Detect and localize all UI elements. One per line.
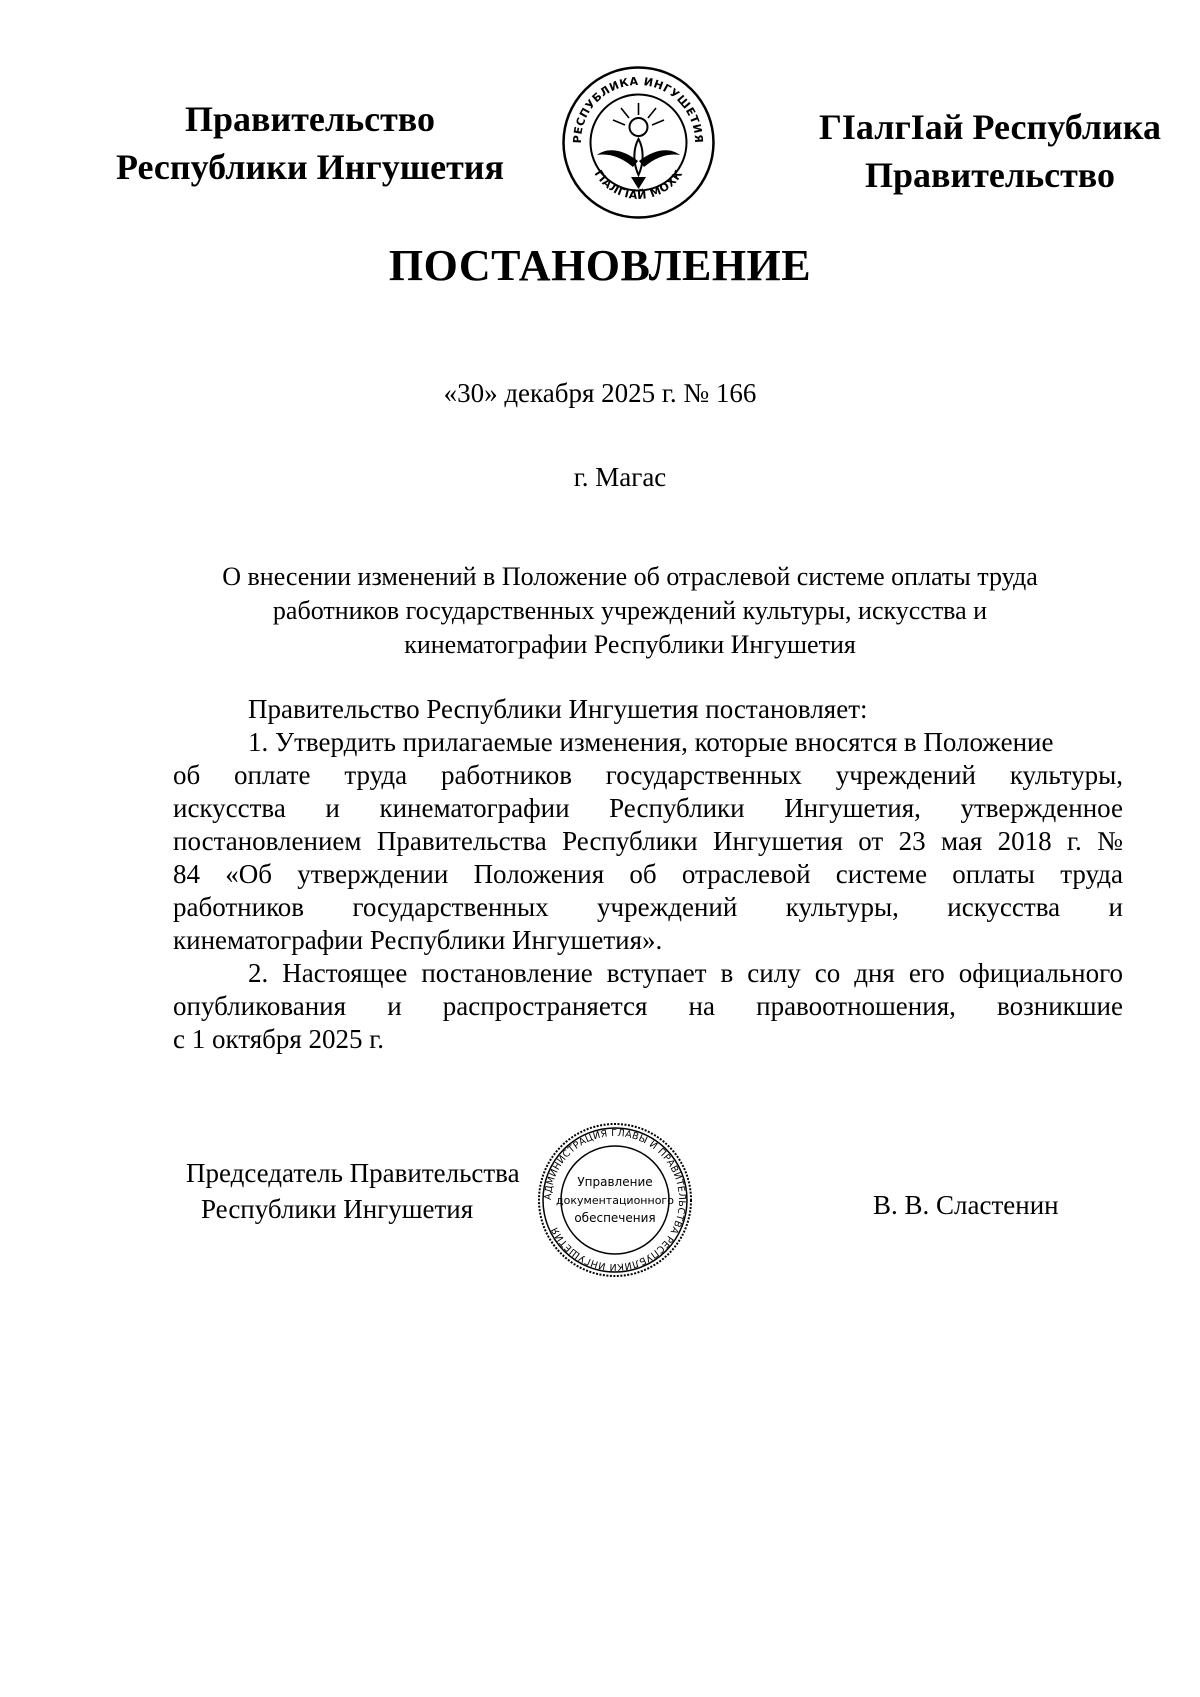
paragraph-2-line: с 1 октября 2025 г. (173, 1024, 385, 1054)
body-word: «Об (225, 859, 272, 889)
header-right-line1: ГӀалгӀай Республика (819, 107, 1161, 147)
round-stamp-icon (535, 1120, 695, 1280)
body-word: Ингушетия, (784, 793, 921, 823)
header-ingush (780, 103, 1200, 199)
body-word: 2018 (997, 826, 1052, 856)
header-left-line1: Правительство (185, 99, 435, 139)
body-word: мая (940, 826, 983, 856)
body-word: учреждений (597, 892, 738, 922)
subject-line: кинематографии Республики Ингушетия (404, 630, 856, 659)
body-word: государственных (352, 892, 549, 922)
header-right-line2: Правительство (865, 155, 1115, 195)
body-word: 84 (173, 859, 200, 889)
signatory-title-line2: Республики Ингушетия (201, 1194, 474, 1224)
body-word: официального (958, 958, 1123, 988)
body-word: культуры, (1009, 760, 1123, 790)
body-word: 2. (248, 958, 269, 988)
paragraph-1-line (173, 825, 1123, 858)
paragraph-1-line: 1. Утвердить прилагаемые изменения, которые вносятся в Положение (248, 727, 1054, 757)
subject-line: О внесении изменений в Положение об отраслевой системе оплаты труда (222, 562, 1038, 591)
body-word: искусства (173, 793, 286, 823)
header-russian (95, 95, 525, 191)
body-word: от (858, 826, 884, 856)
emblem-ring-top-text: РЕСПУБЛИКА ИНГУШЕТИЯ (570, 74, 706, 144)
header-left-line2: Республики Ингушетия (115, 147, 505, 187)
body-word: об (629, 859, 657, 889)
date-number-text: «30» декабря 2025 г. № 166 (443, 378, 757, 408)
body-word: вступает (606, 958, 707, 988)
body-word: утвержденное (960, 793, 1123, 823)
body-word: труда (344, 760, 408, 790)
document-body (173, 693, 1123, 1056)
signatory-name: В. В. Сластенин (873, 1190, 1059, 1220)
paragraph-1-line (173, 759, 1123, 792)
body-word: утверждении (297, 859, 449, 889)
body-word: дня (854, 958, 895, 988)
body-word: оплате (234, 760, 311, 790)
paragraph-1-line (173, 792, 1123, 825)
body-word: со (814, 958, 841, 988)
stamp-ring-text: АДМИНИСТРАЦИЯ ГЛАВЫ И ПРАВИТЕЛЬСТВА РЕСПУБЛИКИ ИНГУШЕТИЯ (542, 1127, 688, 1273)
body-word: г. (1066, 826, 1082, 856)
body-word: работников (440, 760, 572, 790)
body-word: искусства (947, 892, 1061, 922)
city-line: г. Магас (573, 462, 667, 492)
body-word: 23 (898, 826, 926, 856)
body-word: и (1108, 892, 1123, 922)
body-word: постановлением (173, 826, 362, 856)
body-word: оплаты (952, 859, 1035, 889)
body-word: Ингушетия (712, 826, 843, 856)
body-word: учреждений (835, 760, 977, 790)
body-word: культуры, (785, 892, 899, 922)
body-word: опубликования (173, 991, 347, 1021)
paragraph-1-line (173, 858, 1123, 891)
paragraph-1-line: кинематографии Республики Ингушетия». (173, 925, 663, 955)
body-word: силу (747, 958, 801, 988)
body-word: и (387, 991, 402, 1021)
body-word: и (325, 793, 340, 823)
body-word: труда (1060, 859, 1123, 889)
body-word: отраслевой (681, 859, 811, 889)
body-word: Республики (562, 826, 698, 856)
signatory-title-line1: Председатель Правительства (186, 1158, 520, 1188)
body-word: Правительства (376, 826, 547, 856)
body-word: № (1097, 826, 1123, 856)
body-word: правоотношения, (756, 991, 956, 1021)
body-word: его (908, 958, 945, 988)
stamp-center-line2: документационного (556, 1194, 674, 1207)
body-word: Настоящее (282, 958, 408, 988)
body-word: Республики (609, 793, 745, 823)
body-word: в (720, 958, 734, 988)
paragraph-1-line (173, 891, 1123, 924)
ingushetia-coat-of-arms-icon (561, 65, 716, 220)
body-word: системе (835, 859, 928, 889)
body-word: распространяется (442, 991, 648, 1021)
body-intro: Правительство Республики Ингушетия постановляет: (248, 694, 868, 724)
emblem-ring-bottom-text: ГӀАЛГӀАЙ МОХК (591, 167, 686, 203)
subject-line: работников государственных учреждений культуры, искусства и (272, 596, 988, 625)
paragraph-2-line (173, 957, 1123, 990)
body-word: государственных (605, 760, 802, 790)
body-word: работников (173, 892, 305, 922)
stamp-center-line3: обеспечения (574, 1211, 656, 1225)
body-word: об (173, 760, 201, 790)
body-word: кинематографии (379, 793, 570, 823)
paragraph-2-line (173, 990, 1123, 1023)
body-word: Положения (473, 859, 605, 889)
document-subject (170, 560, 1090, 662)
stamp-center-line1: Управление (577, 1175, 653, 1189)
body-word: возникшие (997, 991, 1123, 1021)
date-number-line (0, 378, 1200, 409)
document-type-title: ПОСТАНОВЛЕНИЕ (388, 241, 812, 290)
signatory-title (186, 1155, 520, 1227)
body-word: постановление (421, 958, 593, 988)
body-word: на (688, 991, 715, 1021)
